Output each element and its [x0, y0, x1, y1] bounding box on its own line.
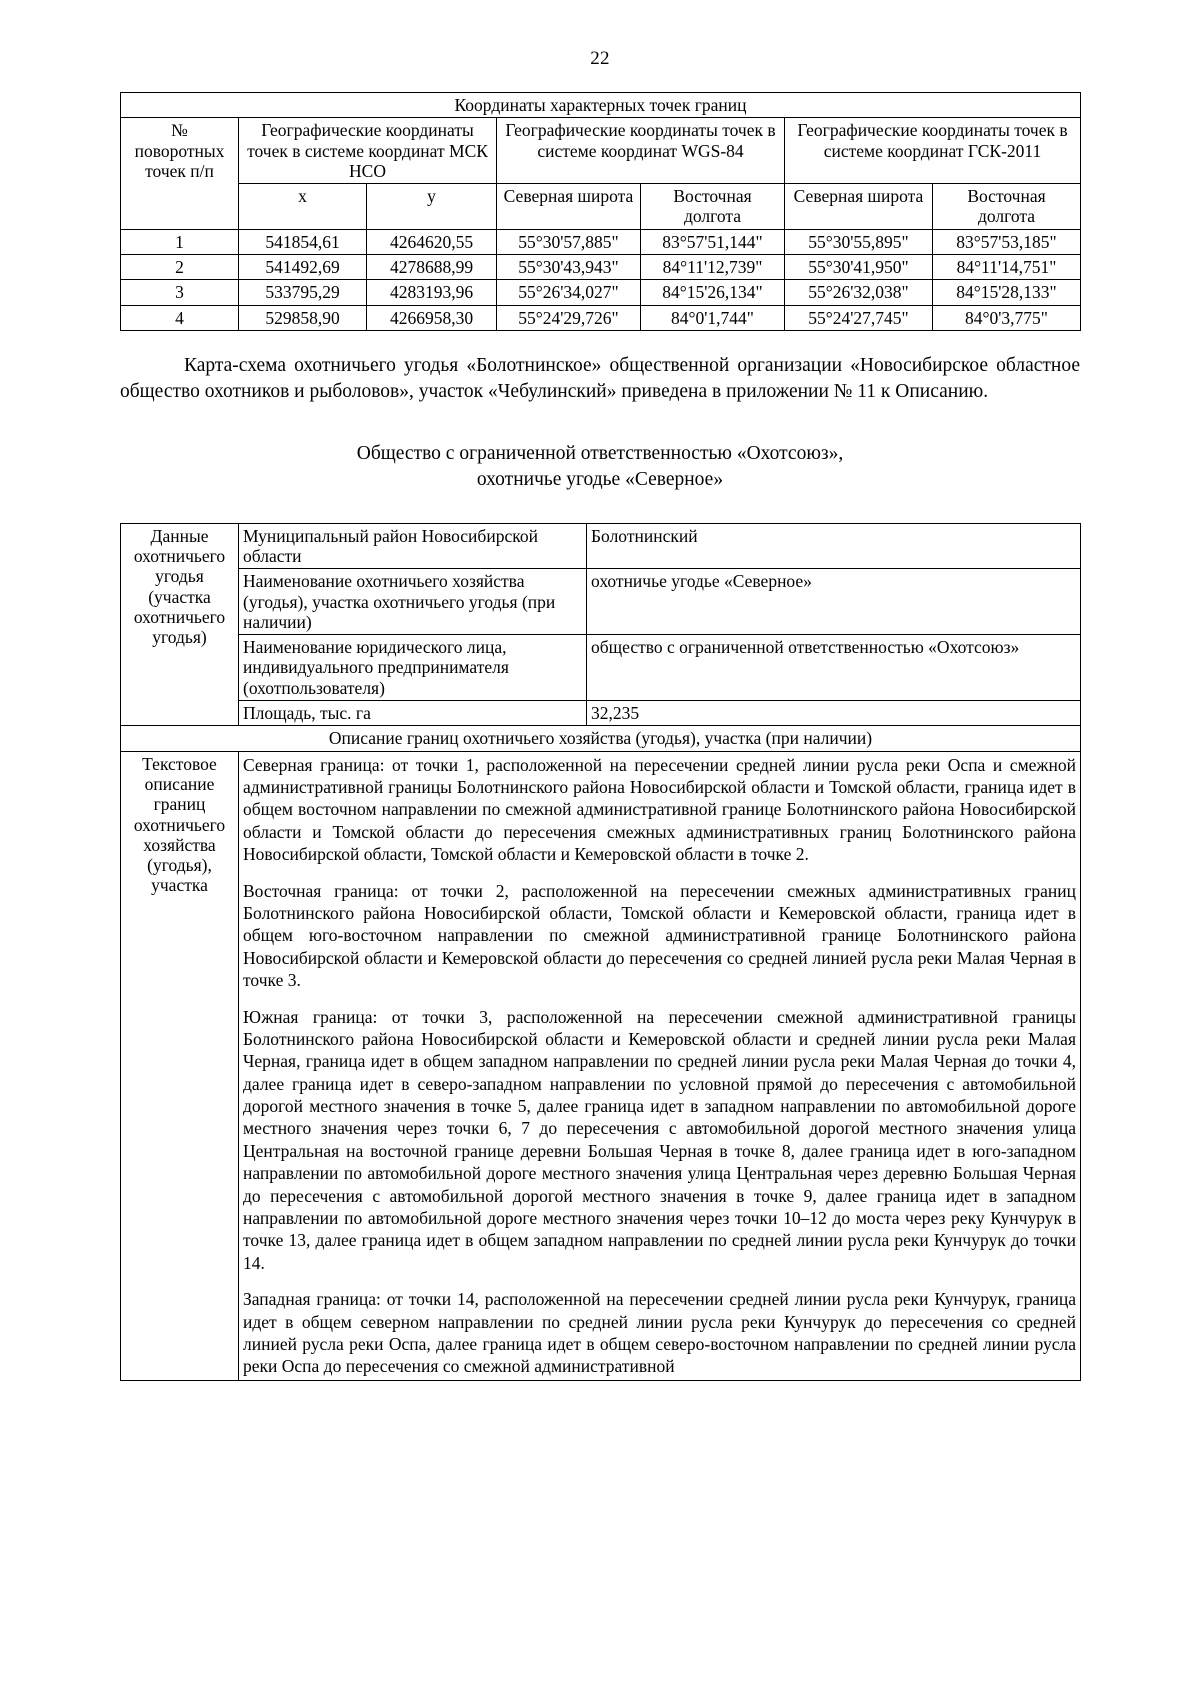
- table-row: [121, 305, 1081, 330]
- cell-wgs-lat: 55°26'34,027": [497, 280, 641, 305]
- cell-point-number: 2: [121, 255, 239, 280]
- table-row: [121, 569, 1081, 635]
- coordinates-table: [120, 92, 1081, 331]
- section-heading-line1: Общество с ограниченной ответственностью «Охотсоюз»,: [356, 442, 844, 464]
- coordinates-table-title: Координаты характерных точек границ: [121, 93, 1081, 118]
- cell-wgs-lon: 83°57'51,144": [641, 229, 785, 254]
- table-row-borders-header: [121, 726, 1081, 751]
- header-gsk2011: Географические координаты точек в системе координат ГСК-2011: [785, 118, 1081, 184]
- table-row-header: [121, 118, 1081, 184]
- header-msk-nso: Географические координаты точек в системе координат МСК НСО: [239, 118, 497, 184]
- table-row: [121, 229, 1081, 254]
- row-value-area: 32,235: [587, 701, 1081, 726]
- table-row-subheader: [121, 184, 1081, 230]
- cell-gsk-lat: 55°24'27,745": [785, 305, 933, 330]
- side-label-text-description: Текстовое описание границ охотничьего хозяйства (угодья), участка: [121, 751, 239, 1380]
- cell-msk-y: 4283193,96: [367, 280, 497, 305]
- subheader-gsk-latitude: Северная широта: [785, 184, 933, 230]
- side-label-hunting-ground-data: Данные охотничьего угодья (участка охотничьего угодья): [121, 523, 239, 726]
- cell-gsk-lat: 55°26'32,038": [785, 280, 933, 305]
- map-scheme-paragraph: Карта-схема охотничьего угодья «Болотнинское» общественной организации «Новосибирское областное общество охотников и рыболовов», участок «Чебулинский» приведена в приложении № 11 к Описанию.: [120, 354, 1080, 402]
- table-row: [121, 701, 1081, 726]
- borders-description-header: Описание границ охотничьего хозяйства (угодья), участка (при наличии): [121, 726, 1081, 751]
- table-row: [121, 635, 1081, 701]
- row-label-hunting-farm-name: Наименование охотничьего хозяйства (угодья), участка охотничьего угодья (при наличии): [239, 569, 587, 635]
- borders-description-body: [239, 751, 1081, 1380]
- cell-wgs-lon: 84°15'26,134": [641, 280, 785, 305]
- row-value-legal-entity-name: общество с ограниченной ответственностью «Охотсоюз»: [587, 635, 1081, 701]
- table-row: [121, 523, 1081, 569]
- page-content: [120, 92, 1080, 1381]
- table-row-title: [121, 93, 1081, 118]
- cell-gsk-lon: 84°0'3,775": [933, 305, 1081, 330]
- row-label-legal-entity-name: Наименование юридического лица, индивидуального предпринимателя (охотпользователя): [239, 635, 587, 701]
- cell-wgs-lon: 84°11'12,739": [641, 255, 785, 280]
- cell-msk-y: 4266958,30: [367, 305, 497, 330]
- cell-msk-x: 541492,69: [239, 255, 367, 280]
- cell-wgs-lat: 55°30'57,885": [497, 229, 641, 254]
- cell-msk-y: 4278688,99: [367, 255, 497, 280]
- subheader-gsk-longitude: Восточная долгота: [933, 184, 1081, 230]
- subheader-wgs-latitude: Северная широта: [497, 184, 641, 230]
- subheader-y: y: [367, 184, 497, 230]
- table-row: [121, 280, 1081, 305]
- cell-wgs-lat: 55°24'29,726": [497, 305, 641, 330]
- hunting-ground-data-table: [120, 523, 1081, 1381]
- row-value-municipal-district: Болотнинский: [587, 523, 1081, 569]
- section-heading: [120, 441, 1080, 493]
- row-value-hunting-farm-name: охотничье угодье «Северное»: [587, 569, 1081, 635]
- cell-msk-x: 541854,61: [239, 229, 367, 254]
- description-paragraph-west: Западная граница: от точки 14, расположенной на пересечении средней линии русла реки Кунчурук, граница идет в общем северном направлении по средней линии русла реки Кунчурук до пересечения со средней линией русла реки Оспа, далее граница идет в общем северо-восточном направлении по средней линии русла реки Оспа до пересечения со смежной административной: [243, 1289, 1076, 1377]
- cell-wgs-lon: 84°0'1,744": [641, 305, 785, 330]
- cell-gsk-lon: 84°11'14,751": [933, 255, 1081, 280]
- cell-msk-x: 529858,90: [239, 305, 367, 330]
- cell-msk-y: 4264620,55: [367, 229, 497, 254]
- cell-wgs-lat: 55°30'43,943": [497, 255, 641, 280]
- table-row-description: [121, 751, 1081, 1380]
- cell-gsk-lon: 83°57'53,185": [933, 229, 1081, 254]
- description-paragraph-south: Южная граница: от точки 3, расположенной на пересечении смежной административной границы Болотнинского района Новосибирской области и Кемеровской области и средней линии русла реки Малая Черная, граница идет в общем западном направлении по средней линии русла реки Малая Черная до точки 4, далее граница идет в северо-западном направлении по условной прямой до пересечения с автомобильной дорогой местного значения в точке 5, далее граница идет в западном направлении по автомобильной дороге местного значения через точки 6, 7 до пересечения с автомобильной дорогой местного значения улица Центральная на восточной границе деревни Большая Черная в точке 8, далее граница идет в юго-западном направлении по автомобильной дороге местного значения улица Центральная через деревню Большая Черная до пересечения с автомобильной дорогой местного значения в точке 9, далее граница идет в западном направлении по автомобильной дороге местного значения через точки 10–12 до моста через реку Кунчурук в точке 13, далее граница идет в общем западном направлении по средней линии русла реки Кунчурук до точки 14.: [243, 1006, 1076, 1273]
- description-paragraph-east: Восточная граница: от точки 2, расположенной на пересечении смежных административных границ Болотнинского района Новосибирской области, Томской области и Кемеровской области, граница идет в общем юго-восточном направлении по смежной административной границе Болотнинского района Новосибирской области и Кемеровской области до пересечения со средней линией русла реки Малая Черная в точке 3.: [243, 880, 1076, 991]
- section-heading-line2: охотничье угодье «Северное»: [476, 468, 724, 490]
- cell-point-number: 4: [121, 305, 239, 330]
- subheader-wgs-longitude: Восточная долгота: [641, 184, 785, 230]
- cell-msk-x: 533795,29: [239, 280, 367, 305]
- row-label-area: Площадь, тыс. га: [239, 701, 587, 726]
- cell-point-number: 3: [121, 280, 239, 305]
- cell-point-number: 1: [121, 229, 239, 254]
- page-number: 22: [590, 48, 610, 69]
- cell-gsk-lat: 55°30'41,950": [785, 255, 933, 280]
- header-wgs84: Географические координаты точек в системе координат WGS-84: [497, 118, 785, 184]
- row-label-municipal-district: Муниципальный район Новосибирской области: [239, 523, 587, 569]
- cell-gsk-lon: 84°15'28,133": [933, 280, 1081, 305]
- description-paragraph-north: Северная граница: от точки 1, расположенной на пересечении средней линии русла реки Оспа и смежной административной границы Болотнинского района Новосибирской области и Томской области, граница идет в общем восточном направлении по смежной административной границе Болотнинского района Новосибирской области и Томской области до пересечения смежных административных границ Болотнинского района Новосибирской области, Томской области и Кемеровской области в точке 2.: [243, 754, 1076, 865]
- subheader-x: x: [239, 184, 367, 230]
- header-point-number: № поворотных точек п/п: [121, 118, 239, 229]
- table-row: [121, 255, 1081, 280]
- cell-gsk-lat: 55°30'55,895": [785, 229, 933, 254]
